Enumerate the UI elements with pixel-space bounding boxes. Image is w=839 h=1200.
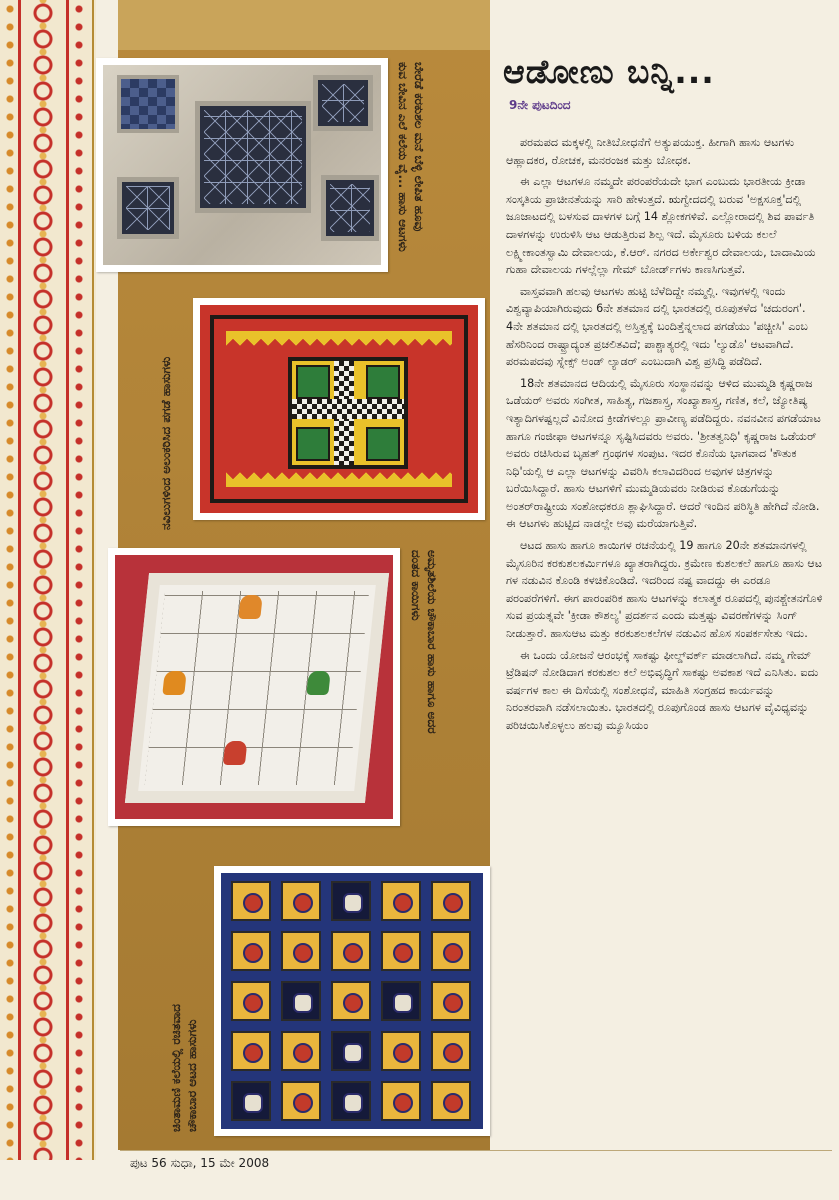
border-dots-left <box>2 0 18 1160</box>
photo-silver-boards <box>96 58 388 272</box>
photo-red-rug-board <box>193 298 485 520</box>
paragraph: ಈ ಎಲ್ಲಾ ಆಟಗಳೂ ನಮ್ಮದೇ ಪರಂಪರೆಯದೇ ಭಾಗ ಎಂಬುದು ಭಾರತೀಯ ಕ್ರೀಡಾ ಸಂಸ್ಕತಿಯ ಪ್ರಾಚೀನತೆಯನ್ನು ಸಾರಿ ಹೇಳುತ್ತದೆ. ಋಗ್ವೇದದಲ್ಲಿ ಬರುವ 'ಅಕ್ಷಸೂಕ್ತ'ದಲ್ಲಿ ಜೂಜಾಟದಲ್ಲಿ ಬಳಸುವ ದಾಳಗಳ ಬಗ್ಗೆ 14 ಶ್ಲೋಕಗಳಿವೆ. ಎಲ್ಲೋರಾದಲ್ಲಿ ಶಿವ ಪಾರ್ವತಿ ದಾಳಗಳನ್ನು ಉರುಳಿಸಿ ಆಟ ಆಡುತ್ತಿರುವ ಶಿಲ್ಪ ಇದೆ. ಮೈಸೂರು ಬಳಿಯ ಕಲಲೆ ಲಕ್ಷ್ಮೀಕಾಂತಸ್ವಾಮಿ ದೇವಾಲಯ, ಕೆ.ಆರ್. ನಗರದ ಅರ್ಕೇಶ್ವರ ದೇವಾಲಯ, ಬಾದಾಮಿಯ ಗುಹಾ ದೇವಾಲಯ ಗಳಲ್ಲೆಲ್ಲಾ ಗೇಮ್ ಬೋರ್ಡ್‌ಗಳು ಕಾಣಸಿಗುತ್ತವೆ. <box>506 175 816 277</box>
textile-tile <box>281 1081 321 1121</box>
marble-board <box>125 573 389 803</box>
rug-triangle-band <box>226 331 452 347</box>
photo-marble-board <box>108 548 400 826</box>
small-dark-board <box>321 175 379 241</box>
border-line <box>92 0 94 1160</box>
textile-tile <box>381 1031 421 1071</box>
textile-tile <box>381 931 421 971</box>
game-piece <box>223 741 248 765</box>
decorative-border <box>0 0 96 1160</box>
footer-rule <box>120 1150 832 1151</box>
textile-tile <box>331 1031 371 1071</box>
peacock-motif <box>296 365 330 399</box>
caption-photo1: ಬೇರೆಡೆ ಕರಕುಶಲ ಮನೆ ಬೆಳ್ಳಿ ಲೇಪಿತ ಹೂವು ಕುವ ಬೇವಿನ ಎಲೆ ಕಲೆಯ ವೈ... ಹಾಸು ಆಟಗಳು <box>396 62 426 252</box>
border-chain-pattern <box>22 0 64 1160</box>
game-piece <box>306 671 331 695</box>
border-line <box>66 0 69 1160</box>
gold-panel-top <box>118 0 490 50</box>
caption-photo3: ಅಮೃತಶಿಲೆಯ ಚೌಕಾಬಾರ ಹಾಸು ಹಾಗೂ ಅದರ ದಂತದ ಕಾಯಿಗಳು <box>409 550 439 734</box>
border-dots-right <box>70 0 88 1160</box>
article-title: ಆಡೋಣು ಬನ್ನಿ... <box>503 52 715 91</box>
caption-photo4: ಚಿಂತಾಮಣಿ ಕಲೆಯಲ್ಲಿ ರಚಿತವಾದ ಚೌಕಾಬಾರ ಆಟದ ಹಾಸುಗಳು <box>169 1004 199 1132</box>
paragraph: ಪರಮಪದ ಮಕ್ಕಳಲ್ಲಿ ನೀತಿಬೋಧನೆಗೆ ಅತ್ಯುಪಯುಕ್ತ. ಹೀಗಾಗಿ ಹಾಸು ಆಟಗಳು ಆಹ್ಲಾದಕರ, ರೋಚಕ, ಮನರಂಜಕ ಮತ್ತು ಬೋಧಕ. <box>506 136 795 167</box>
rug-center-panel <box>288 357 408 469</box>
textile-tile <box>431 931 471 971</box>
peacock-motif <box>366 365 400 399</box>
textile-tile <box>281 881 321 921</box>
textile-tile <box>281 981 321 1021</box>
peacock-motif <box>366 427 400 461</box>
textile-tile <box>381 981 421 1021</box>
large-dark-board <box>195 101 311 213</box>
textile-tile <box>331 931 371 971</box>
textile-tile <box>381 1081 421 1121</box>
textile-tile <box>231 1031 271 1071</box>
textile-tile <box>331 1081 371 1121</box>
textile-tile <box>281 931 321 971</box>
textile-tile <box>431 981 471 1021</box>
textile-tile <box>231 931 271 971</box>
paragraph: 18ನೇ ಶತಮಾನದ ಆದಿಯಲ್ಲಿ ಮೈಸೂರು ಸಂಸ್ಥಾನವನ್ನು ಆಳಿದ ಮುಮ್ಮಡಿ ಕೃಷ್ಣರಾಜ ಒಡೆಯರ್ ಅವರು ಸಂಗೀತ, ಸಾಹಿತ್ಯ, ಗಜಶಾಸ್ತ್ರ, ಸಂಖ್ಯಾಶಾಸ್ತ್ರ, ಗಣಿತ, ಕಲೆ, ಜ್ಯೋತಿಷ್ಯ ಇತ್ಯಾದಿಗಳಷ್ಟಲ್ಲದೆ ವಿನೋದ ಕ್ರೀಡೆಗಳಲ್ಲೂ ಪ್ರಾವೀಣ್ಯ ಪಡೆದಿದ್ದರು. ನವನವೀನ ಪಗಡೆಯಾಟ ಹಾಗೂ ಗಂಜೀಫಾ ಆಟಗಳನ್ನೂ ಸೃಷ್ಟಿಸಿದವರು ಅವರು. 'ಶ್ರೀತತ್ವನಿಧಿ' ಕೃಷ್ಣರಾಜ ಒಡೆಯರ್ ಅವರು ರಚಿಸಿರುವ ಬೃಹತ್ ಗ್ರಂಥಗಳ ಸಂಪುಟ. ಇದರ ಕೊನೆಯ ಭಾಗವಾದ 'ಕೌತುಕ ನಿಧಿ'ಯಲ್ಲಿ ಆ ಎಲ್ಲಾ ಆಟಗಳನ್ನು ವಿವರಿಸಿ ಕಲಾವಿದರಿಂದ ಅವುಗಳ ಚಿತ್ರಗಳನ್ನು ಬರೆಯಿಸಿದ್ದಾರೆ. ಹಾಸು ಆಟಗಳಿಗೆ ಮುಮ್ಮಡಿಯವರು ನೀಡಿರುವ ಕೊಡುಗೆಯನ್ನು ಅಂತರ್‌ರಾಷ್ಟ್ರೀಯ ಸಂಶೋಧಕರೂ ಶ್ಲಾಘಿಸಿದ್ದಾರೆ. ಆದರೆ ಇಂದಿನ ಪರಿಸ್ಥಿತಿ ಹೇಗಿದೆ ನೋಡಿ. ಈ ಆಟಗಳು ಹುಟ್ಟಿದ ನಾಡಲ್ಲೇ ಅವು ಮರೆಯಾಗುತ್ತಿವೆ. <box>506 376 821 531</box>
textile-tile <box>281 1031 321 1071</box>
rug-cross <box>292 399 404 419</box>
peacock-motif <box>296 427 330 461</box>
textile-tile <box>331 981 371 1021</box>
border-line <box>18 0 21 1160</box>
rug-triangle-band <box>226 471 452 487</box>
textile-tile <box>331 881 371 921</box>
textile-tile <box>231 881 271 921</box>
paragraph: ಆಟದ ಹಾಸು ಹಾಗೂ ಕಾಯಿಗಳ ರಚನೆಯಲ್ಲಿ 19 ಹಾಗೂ 20ನೇ ಶತಮಾನಗಳಲ್ಲಿ ಮೈಸೂರಿನ ಕರಕುಶಲಕರ್ಮಿಗಳೂ ಖ್ಯಾತರಾಗಿದ್ದರು. ಕ್ರಮೇಣ ಕುಶಲಕಲೆ ಹಾಗೂ ಹಾಸು ಆಟ ಗಳ ನಡುವಿನ ಕೊಂಡಿ ಕಳಚಿಕೊಂಡಿದೆ. ಇದರಿಂದ ನಷ್ಟ ವಾದದ್ದು ಈ ಎರಡೂ ಪರಂಪರೆಗಳಿಗೆ. ಈಗ ಪಾರಂಪರಿಕ ಹಾಸು ಆಟಗಳನ್ನು ಕಲಾತ್ಮಕ ರೂಪದಲ್ಲಿ ಪುನಶ್ಚೇತನಗೊಳಿ ಸುವ ಪ್ರಯತ್ನವೇ 'ಕ್ರೀಡಾ ಕೌಶಲ್ಯ' ಪ್ರದರ್ಶನ ಎಂದು ಮತ್ತಷ್ಟು ವಿವರಣೆಗಳನ್ನು ಸಿಂಗ್ ನೀಡುತ್ತಾರೆ. ಹಾಸುಆಟ ಮತ್ತು ಕರಕುಶಲಕಲೆಗಳ ನಡುವಿನ ಹೊಸ ಸಂಪರ್ಕಸೇತು ಇದು. <box>506 539 823 641</box>
photo-textile-board <box>214 866 490 1136</box>
paragraph: ವಾಸ್ತವವಾಗಿ ಹಲವು ಆಟಗಳು ಹುಟ್ಟಿ ಬೆಳೆದಿದ್ದೇ ನಮ್ಮಲ್ಲಿ. ಇವುಗಳಲ್ಲಿ ಇಂದು ವಿಶ್ವವ್ಯಾಪಿಯಾಗಿರುವುದು 6ನೇ ಶತಮಾನ ದಲ್ಲಿ ಭಾರತದಲ್ಲಿ ರೂಪುತಳೆದ 'ಚದುರಂಗ'. 4ನೇ ಶತಮಾನ ದಲ್ಲಿ ಭಾರತದಲ್ಲಿ ಅಸ್ತಿತ್ವಕ್ಕೆ ಬಂದಿತ್ತೆನ್ನಲಾದ ಪಗಡೆಯು 'ಪಚ್ಚೀಸಿ' ಎಂಬ ಹೆಸರಿನಿಂದ ರಾಷ್ಟ್ರಾದ್ಯಂತ ಪ್ರಚಲಿತವಿದೆ; ಪಾಶ್ಚಾತ್ಯರಲ್ಲಿ ಇದು 'ಲ್ಯುಡೊ' ಆಟವಾಗಿದೆ. ಪರಮಪದವು ಸ್ನೇಕ್ಸ್ ಅಂಡ್ ಲ್ಯಾಡರ್ ಎಂಬುದಾಗಿ ವಿಶ್ವ ಪ್ರಸಿದ್ಧಿ ಪಡೆದಿದೆ. <box>506 284 808 369</box>
page-footer: ಪುಟ 56 ಸುಧಾ, 15 ಮೇ 2008 <box>130 1156 270 1170</box>
article-body <box>506 134 824 739</box>
textile-tile <box>431 1081 471 1121</box>
textile-tile <box>231 1081 271 1121</box>
continued-from: 9ನೇ ಪುಟದಿಂದ <box>509 98 571 112</box>
small-dark-board <box>117 177 179 239</box>
game-piece <box>162 671 187 695</box>
small-dark-board <box>313 75 373 131</box>
caption-photo2: ನವಿಲುಗಳಿಂದ ಅಲಂಕರಿಸಿದ ಪಗಡೆ ಹಾಸುಗಳು <box>159 356 173 530</box>
textile-tile <box>381 881 421 921</box>
textile-tile <box>431 1031 471 1071</box>
small-checkered-board <box>117 75 179 133</box>
game-piece <box>238 595 263 619</box>
textile-tile <box>231 981 271 1021</box>
paragraph: ಈ ಒಂದು ಯೋಜನೆ ಆರಂಭಕ್ಕೆ ಸಾಕಷ್ಟು ಫೀಲ್ಡ್‌ವರ್ಕ್ ಮಾಡಲಾಗಿದೆ. ನಮ್ಮ ಗೇಮ್ ಟ್ರೆಡಿಷನ್ ನೋಡಿದಾಗ ಕರಕುಶಲ ಕಲೆ ಅಭಿವೃದ್ಧಿಗೆ ಸಾಕಷ್ಟು ಅವಕಾಶ ಇದೆ ಎನಿಸಿತು. ಐದು ವರ್ಷಗಳ ಕಾಲ ಈ ದಿಸೆಯಲ್ಲಿ ಸಂಶೋಧನೆ, ಮಾಹಿತಿ ಸಂಗ್ರಹದ ಕಾರ್ಯವನ್ನು ನಿರಂತರವಾಗಿ ನಡೆಸಲಾಯಿತು. ಭಾರತದಲ್ಲಿ ರೂಪುಗೊಂಡ ಹಾಸು ಆಟಗಳ ವೈವಿಧ್ಯವನ್ನು ಪರಿಚಯಿಸಿಕೊಳ್ಳಲು ಹಲವು ಮ್ಯೂಸಿಯಂ <box>506 648 819 732</box>
textile-tile <box>431 881 471 921</box>
